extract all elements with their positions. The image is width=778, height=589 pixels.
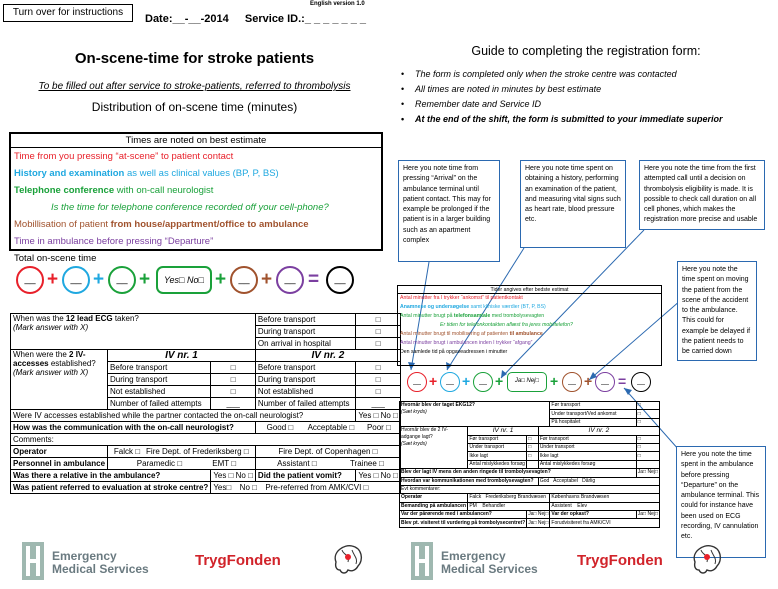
- iv2-failed-field[interactable]: ___: [356, 398, 401, 410]
- plus-sign: +: [215, 269, 227, 290]
- callout-telephone: Here you note the time from the first attempted call until a decision on thrombolysis eligibility is made. It is possible to check call duration on all cell phones, which makes the registration more precise and usable: [639, 160, 765, 230]
- fire-copenhagen-option[interactable]: Fire Dept. of Copenhagen □: [255, 446, 400, 458]
- circle-total[interactable]: __: [326, 266, 354, 294]
- mini-cell: Var der pårørende med i ambulancen?: [400, 511, 527, 519]
- mini-cell: IV nr. 2: [538, 427, 659, 435]
- time-row-ambulance: Time in ambulance before pressing “Departure”: [14, 236, 214, 247]
- mini-circle: __: [562, 372, 582, 392]
- mini-circle: __: [631, 372, 651, 392]
- mini-cell: Var der opkast?: [550, 511, 636, 519]
- mini-cell: Ja□ Nej□: [528, 519, 549, 526]
- iv1-before: Before transport: [108, 362, 211, 374]
- mini-cell: Antal mislykkedes forsøg: [538, 460, 636, 468]
- personnel-label: Personnel in ambulance: [11, 458, 108, 470]
- telephone-sub: with on-call neurologist: [114, 185, 214, 196]
- plus-sign: +: [261, 269, 273, 290]
- ecg-during: During transport: [255, 326, 355, 338]
- mini-cell: Københavns Brandvæsen: [550, 494, 660, 502]
- mini-cell: Operatør: [400, 494, 468, 502]
- ecg-before-checkbox[interactable]: □: [356, 314, 401, 326]
- referred-options: [211, 482, 401, 494]
- date-service-line: [145, 13, 366, 25]
- mini-cell: Før transport: [538, 435, 636, 443]
- referred-question: Was patient referred to evaluation at stroke centre?: [11, 482, 211, 494]
- plus-sign: +: [550, 373, 559, 389]
- ems-logo-text: Emergency Medical Services: [52, 549, 149, 576]
- page-title: On-scene-time for stroke patients: [74, 50, 315, 67]
- times-box: [9, 132, 383, 264]
- iv2-not-established: Not established: [255, 386, 355, 398]
- mini-form-table: [399, 401, 660, 528]
- page-subtitle: To be filled out after service to stroke-patients, referred to thrombolysis: [38, 81, 351, 92]
- poor-option[interactable]: Poor □: [366, 423, 391, 432]
- mini-checkbox: □: [636, 452, 659, 460]
- plus-sign: +: [462, 373, 471, 389]
- mini-cell: Forudvisiteret fra AMK/CVI: [550, 519, 660, 527]
- mini-cell: God Acceptabel Dårlig: [538, 477, 659, 485]
- mini-checkbox: □: [527, 435, 539, 443]
- iv-partner-question: Were IV accesses established while the partner contacted the on-call neurologist?: [11, 410, 356, 422]
- mini-cell: Under transport: [538, 443, 636, 451]
- mini-iv: Hvornår blev de 2 IV-adgange lagt? (Sæt kryds): [400, 427, 468, 469]
- ecg-before: Before transport: [255, 314, 355, 326]
- iv2-not-established-checkbox[interactable]: □: [356, 386, 401, 398]
- guide-bullet: • Remember date and Service ID: [401, 97, 723, 112]
- callout-arrival: Here you note time from pressing “Arrival” on the ambulance terminal until patient contact. This may for example be prolonged if the patient is in a larger building such as an apartment complex: [398, 160, 500, 262]
- ecg-question: When was the 12 lead ECG taken? (Mark answer with X): [11, 314, 256, 350]
- plus-sign: +: [429, 373, 438, 389]
- iv1-during: During transport: [108, 374, 211, 386]
- paramedic-option[interactable]: Paramedic □: [136, 459, 183, 468]
- mini-row: Antal minutter brugt på telefonsamtale med trombolysevagten: [400, 313, 545, 319]
- mini-checkbox: □: [527, 443, 539, 451]
- mini-yesno: Ja□ Nej□: [507, 372, 547, 392]
- ecg-during-checkbox[interactable]: □: [356, 326, 401, 338]
- mini-cell: Hvordan var kommunikationen med trombolysevagten?: [400, 477, 539, 485]
- tryg-logo: TrygFonden: [195, 552, 281, 569]
- time-row-history: [11, 165, 381, 182]
- plus-sign: +: [47, 269, 59, 290]
- mini-circles: [407, 372, 657, 394]
- operator-options-1: [108, 446, 256, 458]
- personnel-options-1: [108, 458, 256, 470]
- iv1-not-established-checkbox[interactable]: □: [211, 386, 256, 398]
- vomit-yes-no[interactable]: Yes □ No □: [356, 470, 401, 482]
- ecg-arrival-checkbox[interactable]: □: [356, 338, 401, 350]
- mini-cell: Ja□ Nej□: [637, 511, 658, 518]
- footer-logos: [0, 542, 389, 587]
- mini-cell: Ikke lagt: [468, 452, 527, 460]
- assistant-option[interactable]: Assistant □: [277, 459, 317, 468]
- iv-question: When were the 2 IV- accesses established? (Mark answer with X): [11, 350, 108, 410]
- mini-cell: Bemanding på ambulancen: [401, 502, 467, 509]
- emt-option[interactable]: EMT □: [212, 459, 237, 468]
- mini-circle: __: [473, 372, 493, 392]
- ecg-arrival: On arrival in hospital: [255, 338, 355, 350]
- brain-logo-icon: [330, 542, 366, 576]
- mini-row: Antal minutter fra I trykker “ankomst” til patientkontakt: [400, 295, 523, 301]
- mini-cell: Under transport: [468, 443, 527, 451]
- iv2-during: During transport: [255, 374, 355, 386]
- iv1-failed-field[interactable]: ___: [211, 398, 256, 410]
- comm-options: [255, 422, 400, 434]
- mini-cell: På hospitalet: [550, 418, 636, 426]
- iv2-before: Before transport: [255, 362, 355, 374]
- comments-field[interactable]: Comments:: [11, 434, 401, 446]
- time-row-cellphone: Is the time for telephone conference recorded off your cell-phone?: [51, 202, 329, 213]
- mini-row: Antal minutter brugt i ambulancen inden I trykker “afgang”: [400, 340, 533, 346]
- circle-telephone[interactable]: __: [108, 266, 136, 294]
- plus-sign: +: [584, 373, 593, 389]
- mini-cell: Blev pt. visiteret til vurdering på trombolysecentret?: [401, 519, 526, 526]
- mini-cell: Falck Frederiksberg Brandvæsen: [468, 494, 550, 502]
- equals-sign: =: [618, 373, 627, 389]
- iv1-not-established: Not established: [108, 386, 211, 398]
- mini-header: Tider angives efter bedste estimat: [398, 286, 661, 294]
- iv1-before-checkbox[interactable]: □: [211, 362, 256, 374]
- plus-sign: +: [93, 269, 105, 290]
- circle-contact[interactable]: __: [16, 266, 44, 294]
- mini-checkbox: □: [636, 443, 659, 451]
- time-row-total: Total on-scene time: [14, 253, 97, 264]
- mini-checkbox: □: [636, 402, 659, 410]
- region-h-logo: [22, 542, 44, 580]
- mobilisation-bold: from house/appartment/office to ambulance: [110, 219, 309, 230]
- vomit-question: Did the patient vomit?: [255, 470, 355, 482]
- callout-history: Here you note time spent on obtaining a history, performing an examination of the patient, and measuring vital signs such as heart rate, blood pressure etc.: [520, 160, 626, 248]
- guide-bullet: • The form is completed only when the stroke centre was contacted: [401, 67, 723, 82]
- mini-cell: Ikke lagt: [538, 452, 636, 460]
- mini-cell: Før transport: [550, 402, 636, 410]
- mini-checkbox: □: [636, 435, 659, 443]
- acceptable-option[interactable]: Acceptable □: [307, 423, 355, 432]
- iv2-before-checkbox[interactable]: □: [356, 362, 401, 374]
- mini-circle: __: [440, 372, 460, 392]
- distribution-heading: Distribution of on-scene time (minutes): [91, 100, 298, 114]
- mini-times-box: [397, 285, 662, 366]
- mini-checkbox: □: [636, 418, 659, 426]
- time-row-mobilisation: [11, 216, 381, 233]
- telephone-label: Telephone conference: [14, 185, 115, 196]
- circle-history[interactable]: __: [62, 266, 90, 294]
- guide-bullet: • At the end of the shift, the form is submitted to your immediate superior: [401, 112, 723, 127]
- mobilisation-label: Mobillisation of patient: [14, 219, 111, 230]
- mini-cell: Blev der lagt IV mens den anden ringede til trombolysevagten?: [400, 469, 637, 477]
- iv-partner-yes-no[interactable]: Yes □ No □: [356, 410, 401, 422]
- guide-page-right: [389, 0, 778, 589]
- mini-checkbox: □: [636, 410, 659, 418]
- mini-cell: Antal mislykkedes forsøg: [469, 460, 525, 467]
- plus-sign: +: [495, 373, 504, 389]
- equals-sign: =: [308, 269, 320, 290]
- iv1-failed: Number of failed attempts: [108, 398, 211, 410]
- mini-cell: PM Behandler: [468, 502, 550, 510]
- times-header: Times are noted on best estimate: [11, 134, 381, 148]
- fire-frederiksberg-option[interactable]: Fire Dept. of Frederiksberg □: [146, 447, 249, 456]
- footer-logos-right: [389, 542, 778, 587]
- mini-cell: Assistent Elev: [550, 502, 660, 510]
- comm-question: How was the communication with the on-call neurologist?: [11, 422, 256, 434]
- registration-form-table: [10, 313, 401, 494]
- mini-cell: IV nr. 1: [468, 427, 538, 435]
- mini-ecg: Hvornår blev der taget EKG12? (Sæt kryds): [400, 402, 550, 427]
- good-option[interactable]: Good □: [266, 423, 294, 432]
- mini-row: Er tiden for telefonkontakten aflæst fra jeres mobiltelefon?: [440, 322, 573, 328]
- callout-ambulance: Here you note the time spent in the ambulance before pressing “Departure” on the ambulance terminal. This could for instance have been used on ECG recording, IV cannulation etc.: [676, 446, 766, 558]
- mini-circle: __: [407, 372, 427, 392]
- region-h-logo: [411, 542, 433, 580]
- circle-ambulance[interactable]: __: [276, 266, 304, 294]
- relative-question: Was there a relative in the ambulance?: [11, 470, 211, 482]
- iv2-header: IV nr. 2: [255, 350, 400, 362]
- time-row-contact: Time from you pressing “at-scene” to patient contact: [14, 151, 234, 162]
- time-circles: [16, 266, 376, 296]
- relative-yes-no[interactable]: Yes □ No □: [211, 470, 256, 482]
- operator-label: Operator: [11, 446, 108, 458]
- falck-option[interactable]: Falck □: [113, 447, 141, 456]
- mini-cell: Før transport: [468, 435, 527, 443]
- referred-yes[interactable]: Yes□: [213, 483, 232, 492]
- preref-option[interactable]: Pre-referred from AMK/CVI □: [265, 483, 369, 492]
- service-id-field[interactable]: Service ID.:_ _ _ _ _ _ _: [244, 13, 366, 25]
- mini-row: Den samlede tid på opgaveadressen i minutter: [400, 349, 508, 355]
- mini-checkbox: □: [527, 452, 539, 460]
- ems-logo-text: Emergency Medical Services: [441, 549, 538, 576]
- iv1-during-checkbox[interactable]: □: [211, 374, 256, 386]
- date-field[interactable]: Date:__-__-2014: [145, 13, 229, 25]
- callout-mobilisation: Here you note the time spent on moving the patient from the scene of the accident to the ambulance. This could for example be delayed if the patient needs to be carried down: [677, 261, 757, 361]
- personnel-options-2: [255, 458, 400, 470]
- guide-title: Guide to completing the registration form:: [471, 44, 701, 58]
- plus-sign: +: [139, 269, 151, 290]
- mini-cell: Ja□ Nej□: [528, 511, 549, 518]
- time-row-telephone: [11, 182, 381, 199]
- mini-cell: Ja□ Nej□: [637, 469, 658, 476]
- mini-row: Antal minutter brugt til mobilisering af patienten til ambulance: [400, 331, 543, 337]
- yes-no-box[interactable]: Yes□ No□: [156, 266, 212, 294]
- turn-over-label: Turn over for instructions: [3, 4, 133, 22]
- iv1-header: IV nr. 1: [108, 350, 256, 362]
- iv2-failed: Number of failed attempts: [255, 398, 355, 410]
- mini-cell: Evt kommentarer:: [400, 485, 660, 493]
- mini-row: Anamnese og undersøgelse samt kliniske værdier (BT, P, BS): [400, 304, 546, 310]
- trainee-option[interactable]: Trainee □: [349, 459, 384, 468]
- iv2-during-checkbox[interactable]: □: [356, 374, 401, 386]
- mini-cell: Under transport/Ved ankomst: [550, 410, 636, 418]
- tryg-logo: TrygFonden: [577, 552, 663, 569]
- version-label: English version 1.0: [310, 1, 365, 7]
- mini-circle: __: [595, 372, 615, 392]
- brain-logo-icon: [689, 542, 725, 576]
- circle-mobilisation[interactable]: __: [230, 266, 258, 294]
- history-sub: as well as clinical values (BP, P, BS): [124, 168, 279, 179]
- history-label: History and examination: [14, 168, 125, 179]
- guide-bullet: • All times are noted in minutes by best estimate: [401, 82, 723, 97]
- referred-no[interactable]: No □: [239, 483, 257, 492]
